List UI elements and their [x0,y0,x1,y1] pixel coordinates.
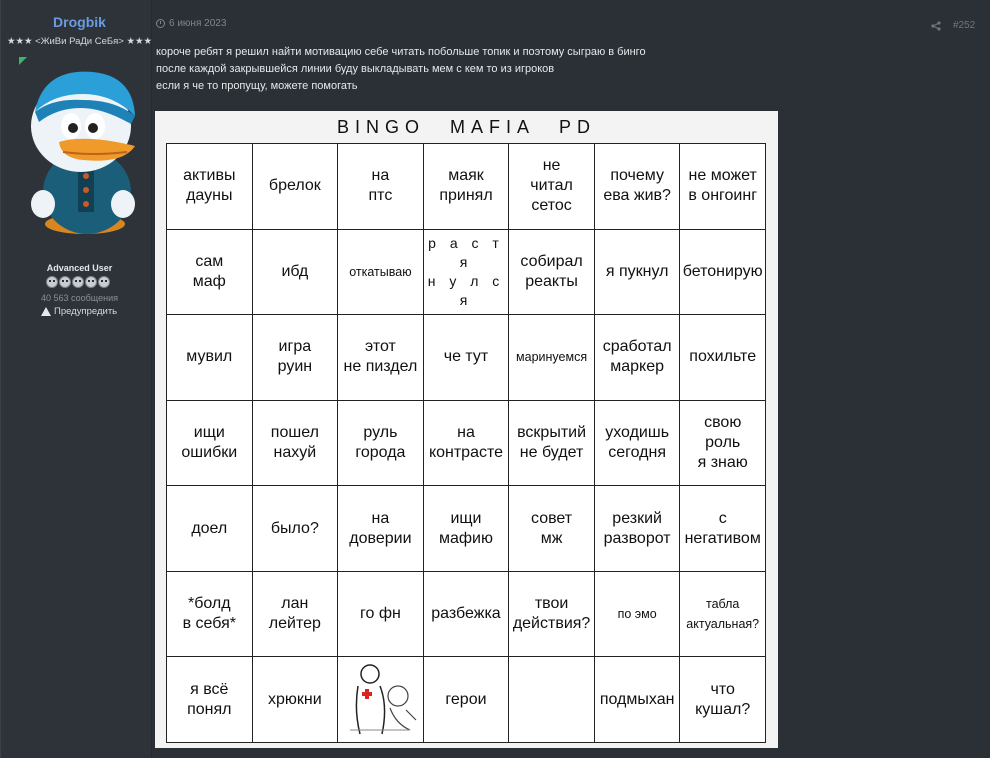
bingo-cell: собирал реакты [509,230,595,316]
bingo-cell: было? [253,486,339,572]
bingo-cell: мувил [167,315,253,401]
post-date-link[interactable] [156,18,226,29]
post-date: 6 июня 2023 [169,18,227,29]
bingo-cell: по эмо [595,572,681,658]
bingo-cell: пошел нахуй [253,401,339,487]
bingo-grid [166,143,766,743]
warn-link[interactable] [41,306,117,317]
bingo-cell: я всё понял [167,657,253,743]
bingo-cell: на птс [338,144,424,230]
bingo-cell: этот не пиздел [338,315,424,401]
bingo-cell: хрюкни [253,657,339,743]
post-number-link[interactable]: #252 [953,20,976,31]
bingo-cell [509,657,595,743]
warn-label: Предупредить [54,306,118,317]
reputation-medals [46,276,110,288]
bingo-cell: маринуемся [509,315,595,401]
bingo-cell: р а с т я н у л с я [424,230,510,316]
username-link[interactable]: Drogbik [53,14,106,30]
clock-icon [156,19,165,28]
user-info-panel [1,0,152,758]
bingo-cell: руль города [338,401,424,487]
bingo-cell: активы дауны [167,144,253,230]
bingo-cell: ибд [253,230,339,316]
bingo-cell: подмыхан [595,657,681,743]
bingo-cell: не читал сетос [509,144,595,230]
bingo-title: BINGO MAFIA PD [336,117,597,137]
share-icon[interactable] [931,21,941,31]
avatar[interactable] [23,64,141,244]
post-line: если я че то пропущу, можете помогать [156,80,358,92]
bingo-cell: *болд в себя* [167,572,253,658]
skull-medal-icon [72,276,84,288]
bingo-cell: игра руин [253,315,339,401]
post-body [156,44,976,95]
bingo-cell: сработал маркер [595,315,681,401]
bingo-cell: го фн [338,572,424,658]
bingo-cell: брелок [253,144,339,230]
user-rank: Advanced User [46,263,113,273]
bingo-cell: с негативом [680,486,766,572]
bingo-cell: уходишь сегодня [595,401,681,487]
skull-medal-icon [85,276,97,288]
bingo-cell: похильте [680,315,766,401]
bingo-cell-meme [338,657,424,743]
bingo-cell: бетонирую [680,230,766,316]
bingo-cell: ищи ошибки [167,401,253,487]
bingo-cell: сам маф [167,230,253,316]
bingo-cell: лан лейтер [253,572,339,658]
message-count: 40 563 сообщения [41,293,118,303]
bingo-cell: резкий разворот [595,486,681,572]
bingo-cell: не может в онгоинг [680,144,766,230]
post-line: короче ребят я решил найти мотивацию себе читать побольше топик и поэтому сыграю в бинго [156,46,646,58]
meme-drawing-icon [340,660,420,740]
bingo-cell: откатываю [338,230,424,316]
bingo-cell: свою роль я знаю [680,401,766,487]
bingo-cell: доел [167,486,253,572]
bingo-cell: ищи мафию [424,486,510,572]
skull-medal-icon [59,276,71,288]
bingo-cell: я пукнул [595,230,681,316]
bingo-cell: почему ева жив? [595,144,681,230]
skull-medal-icon [98,276,110,288]
bingo-cell: разбежка [424,572,510,658]
bingo-cell: твои действия? [509,572,595,658]
bingo-cell: че тут [424,315,510,401]
bingo-cell: табла актуальная? [680,572,766,658]
bingo-cell: совет мж [509,486,595,572]
skull-medal-icon [46,276,58,288]
bingo-cell: герои [424,657,510,743]
bingo-cell: на доверии [338,486,424,572]
warning-icon [41,307,51,316]
bingo-card-image[interactable] [155,111,778,748]
bingo-cell: что кушал? [680,657,766,743]
post-line: после каждой закрывшейся линии буду выкладывать мем с кем то из игроков [156,63,555,75]
user-title: ★★★ <ЖиВи РаДи СеБя> ★★★ [6,36,153,47]
bingo-cell: на контрасте [424,401,510,487]
bingo-cell: маяк принял [424,144,510,230]
bingo-cell: вскрытий не будет [509,401,595,487]
